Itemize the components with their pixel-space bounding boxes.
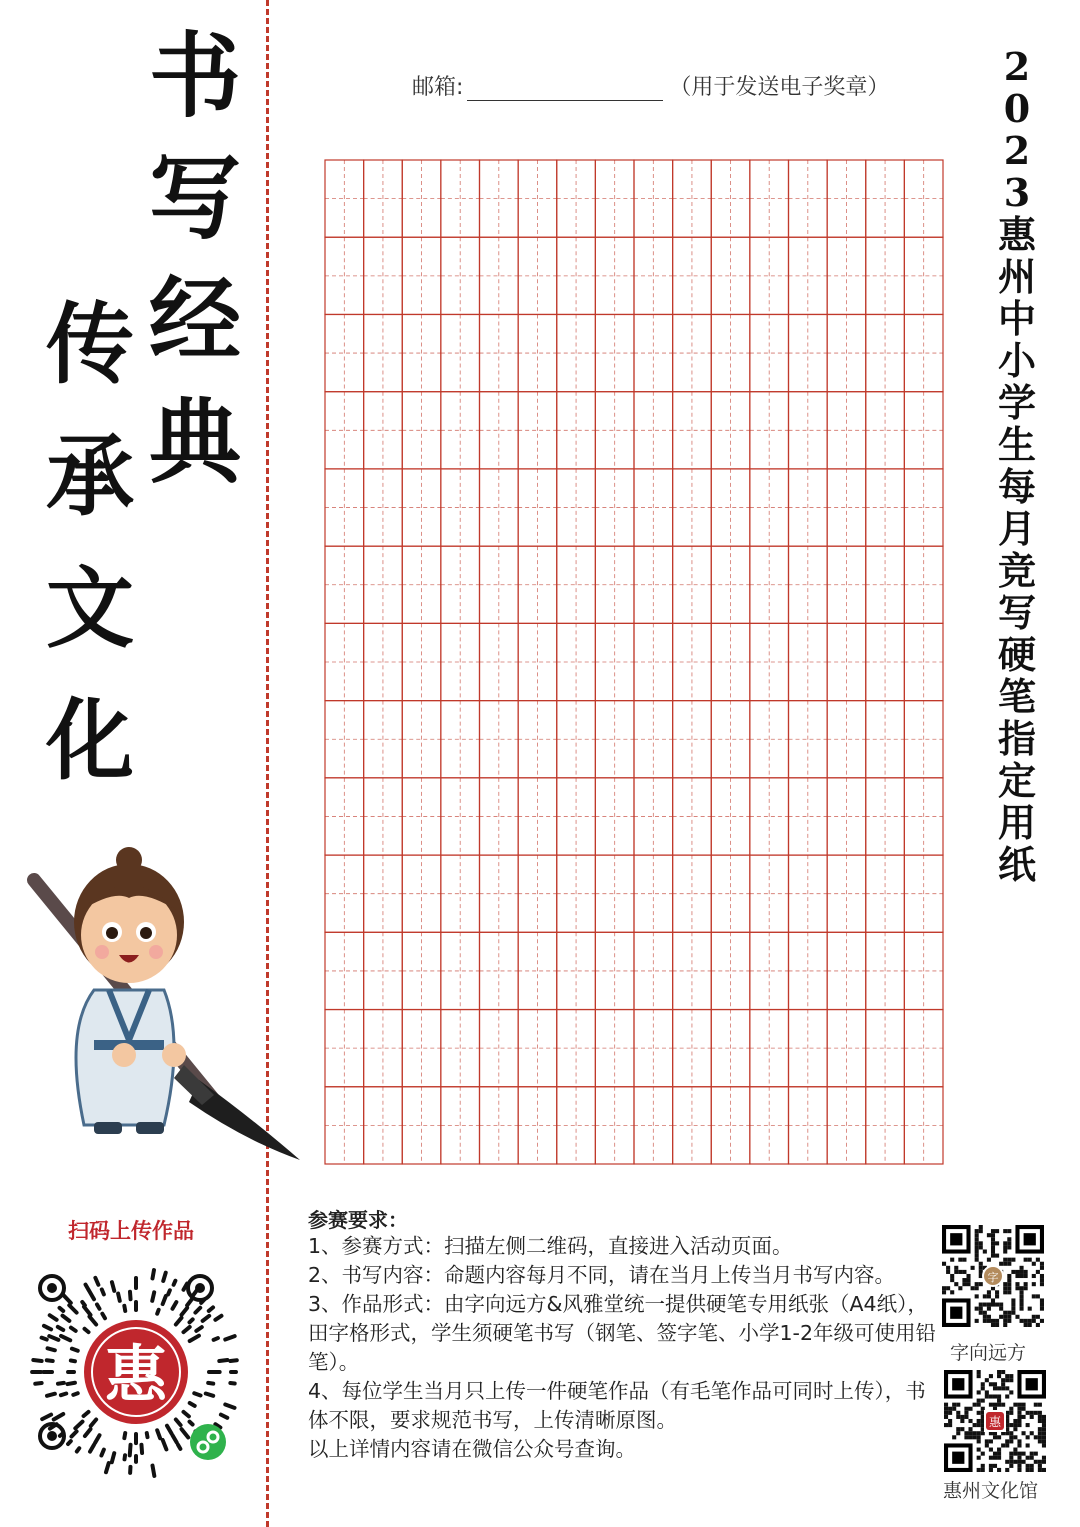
vtitle-char: 指: [997, 716, 1036, 761]
vtitle-char: 每: [997, 464, 1036, 509]
vertical-page-title: [994, 44, 1040, 888]
vtitle-char: 用: [997, 800, 1036, 845]
email-note: （用于发送电子奖章）: [669, 75, 890, 100]
title-char: 文: [45, 556, 134, 660]
email-label: 邮箱:: [412, 75, 464, 100]
rule-item: 以上详情内容请在微信公众号查询。: [308, 1437, 636, 1461]
vtitle-char: 3: [1003, 170, 1031, 215]
title-char: 承: [45, 424, 134, 528]
vtitle-char: 小: [997, 338, 1036, 383]
rule-item: 3、作品形式：由字向远方&风雅堂统一提供硬笔专用纸张（A4纸），田字格形式，学生须硬笔书写（钢笔、签字笔、小学1-2年级可使用铅笔）。: [308, 1292, 936, 1374]
vtitle-char: 竞: [997, 548, 1036, 593]
rule-item: 1、参赛方式：扫描左侧二维码，直接进入活动页面。: [308, 1234, 793, 1258]
scan-upload-label: 扫码上传作品: [68, 1219, 194, 1243]
email-input-line[interactable]: [467, 78, 663, 101]
miniprogram-code-icon[interactable]: [30, 1266, 242, 1478]
rules-heading: 参赛要求：: [308, 1208, 408, 1232]
vtitle-char: 硬: [997, 632, 1036, 677]
qr-code-huizhou-culture-icon[interactable]: [944, 1370, 1046, 1472]
vtitle-char: 写: [997, 590, 1036, 635]
vertical-dashed-divider: [266, 0, 269, 1527]
vtitle-char: 惠: [997, 212, 1036, 257]
title-char: 传: [45, 292, 134, 396]
vtitle-char: 笔: [997, 674, 1036, 719]
vtitle-char: 学: [997, 380, 1036, 425]
vtitle-char: 纸: [997, 842, 1036, 887]
title-column-chuancheng-wenhua: [40, 292, 140, 828]
title-column-shuxie-jingdian: [145, 22, 245, 518]
vtitle-char: 定: [997, 758, 1036, 803]
title-char: 写: [148, 144, 241, 252]
qr-caption: 惠州文化馆: [943, 1480, 1039, 1502]
writing-grid-svg[interactable]: [324, 159, 944, 1165]
qr-center-char: 字: [987, 1271, 999, 1284]
vtitle-char: 生: [997, 422, 1036, 467]
qr-center-char: 惠: [988, 1415, 1002, 1429]
scholar-boy-with-brush-icon: [24, 840, 306, 1170]
rule-item: 4、每位学生当月只上传一件硬笔作品（有毛笔作品可同时上传），书体不限，要求规范书写，上传清晰原图。: [308, 1379, 926, 1432]
tianzige-writing-grid[interactable]: [324, 159, 944, 1169]
qr-caption: 字向远方: [950, 1342, 1027, 1364]
title-char: 书: [148, 22, 241, 130]
email-field-row: [412, 70, 889, 101]
vtitle-char: 州: [997, 254, 1036, 299]
title-char: 典: [148, 388, 241, 496]
title-char: 化: [45, 688, 134, 792]
vtitle-char: 2: [1003, 128, 1031, 173]
miniprogram-center-char: 惠: [104, 1338, 168, 1411]
title-char: 经: [148, 266, 241, 374]
qr-code-ziXiangYuanFang-icon[interactable]: [942, 1225, 1044, 1327]
vtitle-char: 中: [997, 296, 1036, 341]
vtitle-char: 月: [997, 506, 1036, 551]
rules-list: [308, 1232, 940, 1464]
rule-item: 2、书写内容：命题内容每月不同，请在当月上传当月书写内容。: [308, 1263, 896, 1287]
vtitle-char: 0: [1003, 86, 1031, 131]
vtitle-char: 2: [1003, 44, 1031, 89]
